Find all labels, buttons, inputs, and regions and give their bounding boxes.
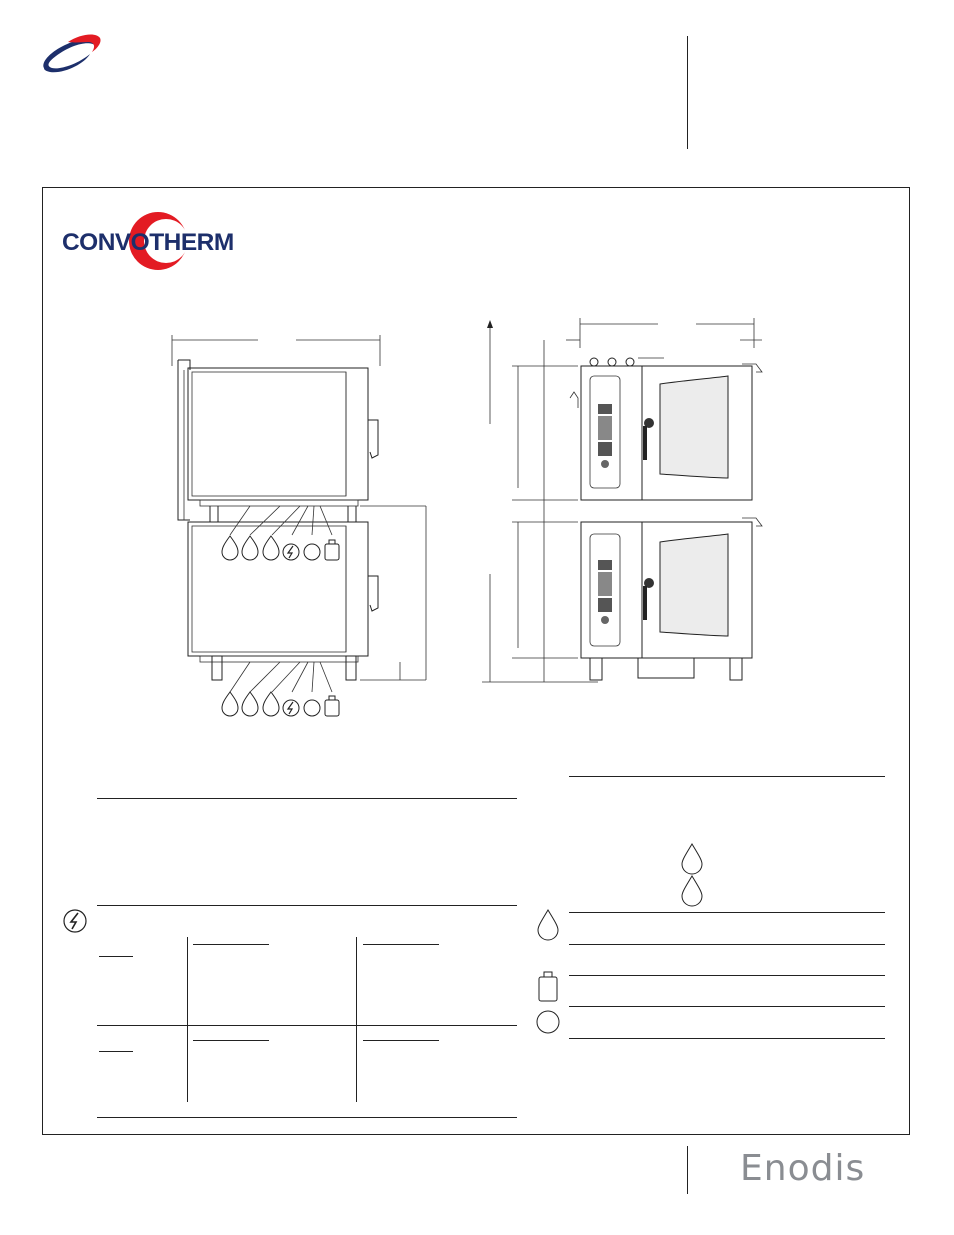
spec-underline [193, 1040, 269, 1041]
header-divider [687, 36, 688, 149]
spec-underline [363, 944, 439, 945]
bottle-icon [536, 970, 560, 1004]
swoosh-logo-icon [38, 30, 104, 76]
spec-underline [99, 956, 133, 957]
spec-underline [193, 944, 269, 945]
spec-rule [569, 1038, 885, 1039]
spec-rule [569, 944, 885, 945]
spec-rule [569, 975, 885, 976]
enodis-logo [740, 1148, 865, 1189]
enodis-text: Enodis [740, 1148, 866, 1189]
spec-col-divider [356, 937, 357, 1102]
spec-rule [569, 912, 885, 913]
spec-col-divider [187, 937, 188, 1102]
footer-divider [687, 1146, 688, 1194]
spec-underline [99, 1051, 133, 1052]
water-drop-icon [680, 842, 704, 908]
convotherm-logo [60, 212, 260, 270]
spec-underline [363, 1040, 439, 1041]
spec-rule [569, 776, 885, 777]
water-drop-icon [536, 908, 560, 942]
spec-rule [97, 1117, 517, 1118]
electric-icon [62, 908, 88, 934]
spec-rule [97, 905, 517, 906]
brand-name: CONVOTHERM [62, 229, 234, 256]
front-view-drawing [478, 318, 768, 688]
side-view-drawing [160, 330, 410, 730]
spec-rule [97, 798, 517, 799]
spec-rule [569, 1006, 885, 1007]
circle-icon [535, 1009, 561, 1035]
spec-rule [97, 1025, 517, 1026]
